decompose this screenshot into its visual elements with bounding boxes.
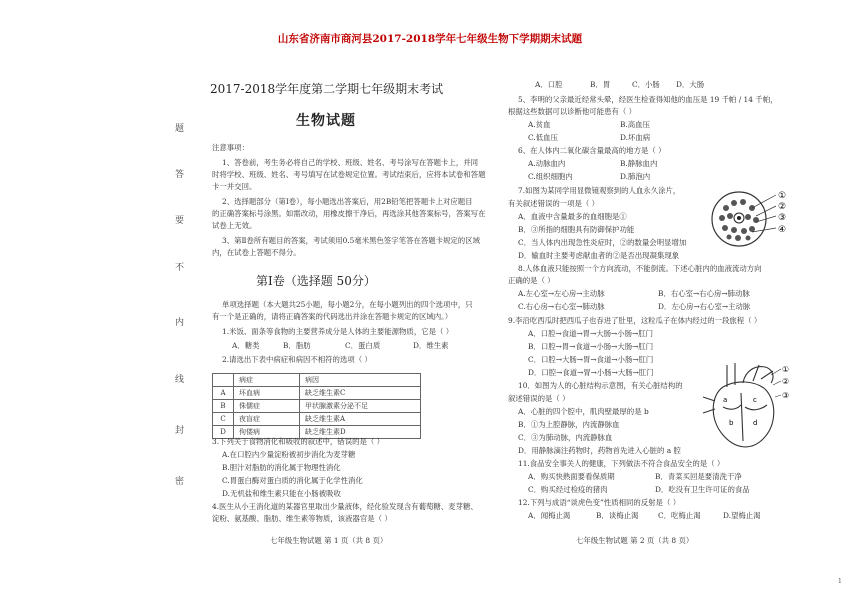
question-2-stem: 2.请选出下表中病症和病因不相符的选项（ ） [222, 355, 372, 364]
question-10-option: C．③为肺动脉，内流静脉血 [518, 433, 613, 442]
question-8-option: D．左心房→右心室→主动脉 [658, 302, 751, 311]
notes-line: 时将学校、班级、姓名、考号填写在试卷规定位置。考试结束后，应将本试卷和答题 [212, 170, 486, 179]
question-8-line: 8.人体血液只能按照一个方向流动，不能倒流。下述心脏内的血液流动方向 [518, 264, 762, 273]
question-5-option: C.低血压 [528, 133, 558, 142]
figure-label: ① [782, 365, 790, 374]
notes-line: 的正确答案标号涂黑。如需改动，用橡皮擦干净后，再选涂其他答案标号，答案写在 [212, 209, 486, 218]
question-9-option: B．口腔→胃→食道→小肠→大肠→肛门 [528, 342, 654, 351]
instructions-line: 有一个是正确的，请将正确答案的代码选出并涂在答题卡规定的区域内。） [212, 312, 453, 321]
question-4-option: B．胃 [590, 80, 611, 89]
question-5-option: A.贫血 [528, 120, 551, 129]
figure-label: ② [778, 202, 787, 212]
question-1-stem: 1.米饭、面条等食物的主要营养成分是人体的主要能源物质，它是（ ） [222, 327, 454, 336]
question-10-line: 叙述错误的是（ ） [508, 394, 570, 403]
figure-label: b [729, 419, 734, 427]
figure-label: d [753, 419, 758, 427]
binding-line-char: 题 [175, 124, 185, 134]
figure-label: ② [782, 377, 790, 386]
question-12-option: D.望梅止渴 [723, 511, 761, 520]
question-3-option: C.胃蛋白酶对蛋白质的消化属于化学性消化 [222, 476, 363, 485]
question-4-option: D．大肠 [676, 80, 705, 89]
question-9-option: A．口腔→食道→胃→大肠→小肠→肛门 [528, 329, 653, 338]
figure-label: ③ [782, 391, 790, 400]
question-4-option: C．小肠 [632, 80, 660, 89]
question-4-line: 淀粉、氨基酸、脂肪、维生素等物质，该液器官是（ ） [212, 514, 392, 523]
notes-line: 内，在试卷上答题不得分。 [212, 248, 301, 257]
question-9-stem: 9.李沿吃西瓜时把西瓜子也吞进了肚里，这粒瓜子在体内经过的一段旅程（ ） [508, 316, 762, 325]
question-3-stem: 3.下列关于食物消化和吸收的叙述中，错误的是（ ） [212, 437, 384, 446]
footer-left: 七年级生物试题 第 1 页（共 8 页） [270, 536, 388, 545]
question-5-line: 5、李明的父亲最近经常头晕，经医生检查得知他的血压是 19 千帕 / 14 千帕， [518, 95, 778, 104]
table-row: C 夜盲症 缺乏维生素A [213, 413, 421, 426]
notes-line: 2、选择题部分（第Ⅰ卷），每小题选出答案后，用2B铅笔把答题卡上对应题目 [222, 197, 473, 206]
question-3-option: B.胆汁对脂肪的消化属于物理性消化 [222, 463, 341, 472]
binding-line-char: 不 [175, 263, 185, 273]
figure-label: ① [778, 191, 787, 201]
question-6-option: D.肺泡内 [620, 172, 651, 181]
question-5-line: 根据这些数据可以诊断他可能患有（ ） [508, 107, 636, 116]
document-header: 山东省济南市商河县2017-2018学年七年级生物下学期期末试题 [277, 33, 583, 45]
question-10-option: D．用静脉滴注药物时，药物首先进入心脏的 a 腔 [518, 446, 681, 455]
figure-label: a [723, 396, 728, 404]
subject-title: 生物试题 [296, 113, 356, 129]
question-6-stem: 6、在人体内二氧化碳含量最高的地方是（ ） [518, 146, 666, 155]
question-1-option: A．糖类 [232, 341, 260, 350]
question-7-option: A．血液中含量最多的血细胞是① [518, 212, 627, 221]
question-11-stem: 11.食品安全事关人的健康，下列做法不符合食品安全的是（ ） [518, 459, 725, 468]
question-3-option: D.无机盐和维生素只能在小肠被吸收 [222, 489, 341, 498]
question-7-line: 有关叙述错误的一项是（ ） [508, 199, 600, 208]
question-12-option: A．闻梅止渴 [528, 511, 571, 520]
question-7-line: 7.如图为某同学用显微镜观察到的人血永久涂片， [518, 186, 681, 195]
question-6-option: A.动脉血内 [528, 159, 566, 168]
exam-title: 2017-2018学年度第二学期七年级期末考试 [210, 82, 444, 96]
question-8-option: A.左心室→左心房→主动脉 [518, 289, 605, 298]
question-8-line: 正确的是（ ） [508, 276, 555, 285]
question-10-option: B．①为上腔静脉，内流静脉血 [518, 420, 620, 429]
question-12-stem: 12.下列与成语“谈虎色变”性质相同的反射是（ ） [518, 498, 681, 507]
question-11-option: B．青菜买回是要清洗干净 [655, 472, 742, 481]
table-header: 病症 [234, 374, 300, 387]
notes-heading: 注意事项： [212, 143, 249, 152]
footer-right: 七年级生物试题 第 2 页（共 8 页） [576, 536, 694, 545]
question-1-option: D．维生素 [413, 341, 449, 350]
table-row: B 侏儒症 甲状腺激素分泌不足 [213, 400, 421, 413]
table-header: 病因 [300, 374, 421, 387]
question-9-option: C．口腔→大肠→胃→食道→小肠→肛门 [528, 355, 654, 364]
notes-line: 3、第Ⅱ卷所有题目的答案，考试须用0.5毫米黑色签字笔答在答题卡规定的区域 [222, 236, 480, 245]
binding-line-char: 要 [175, 216, 185, 226]
question-5-option: D.坏血病 [620, 133, 651, 142]
page-number: 1 [838, 578, 842, 585]
table-row: D 佝偻病 缺乏维生素D [213, 426, 421, 439]
figure-label: c [753, 396, 757, 404]
question-6-option: B.静脉血内 [620, 159, 658, 168]
binding-line-char: 内 [175, 318, 185, 328]
question-7-option: C．当人体内出现急性炎症时，②的数量会明显增加 [518, 238, 687, 247]
question-12-option: B．谈梅止渴 [596, 511, 639, 520]
question-6-option: C.组织细胞内 [528, 172, 573, 181]
notes-line: 卡一并交回。 [212, 182, 257, 191]
figure-label: ④ [778, 225, 787, 235]
binding-line-char: 封 [175, 426, 185, 436]
question-8-option: C.右心房→右心室→肺动脉 [518, 302, 605, 311]
question-9-option: D．口腔→食道→胃→小肠→大肠→肛门 [528, 368, 654, 377]
blood-smear-figure [708, 186, 794, 252]
figure-label: ③ [778, 213, 787, 223]
heart-diagram-figure [693, 357, 795, 455]
binding-line-char: 线 [175, 375, 185, 385]
table-row: A 坏血病 缺乏维生素C [213, 387, 421, 400]
question-10-option: A．心脏的四个腔中，肌肉壁最厚的是 b [518, 407, 649, 416]
question-11-option: C．购买经过检疫的猪肉 [528, 485, 608, 494]
notes-line: 试卷上无效。 [212, 221, 257, 230]
question-7-option: D．输血时主要考虑献血者的②是否出现凝集现象 [518, 251, 680, 260]
binding-line-char: 密 [175, 477, 185, 487]
question-3-option: A.在口腔内少量淀粉被初步消化为麦芽糖 [222, 450, 356, 459]
binding-line-char: 答 [175, 170, 185, 180]
question-11-option: A．购买快熟面要看保质期 [528, 472, 615, 481]
question-2-table [212, 373, 421, 439]
section-title: 第Ⅰ卷（选择题 50分） [256, 274, 376, 288]
instructions-line: 单项选择题（本大题共25小题，每小题2分，在每小题列出的四个选项中，只 [222, 300, 473, 309]
question-5-option: B.高血压 [620, 120, 650, 129]
question-11-option: D．吃没有卫生许可证的食品 [655, 485, 750, 494]
question-4-line: 4.医生从小王消化道的某器官里取出少量液体，经化验发现含有葡萄糖、麦芽糖、 [212, 502, 478, 511]
question-1-option: C．蛋白质 [345, 341, 381, 350]
question-8-option: B．右心室→右心房→肺动脉 [658, 289, 750, 298]
notes-line: 1、答卷前，考生务必将自己的学校、班级、姓名、考号涂写在答题卡上，并同 [222, 158, 478, 167]
question-4-option: A．口腔 [535, 80, 563, 89]
question-1-option: B．脂肪 [283, 341, 311, 350]
question-12-option: C．吃梅止渴 [658, 511, 701, 520]
question-7-option: B．③所指的细胞具有防御保护功能 [518, 225, 635, 234]
question-10-line: 10．如图为人的心脏结构示意图，有关心脏结构的 [518, 381, 683, 390]
